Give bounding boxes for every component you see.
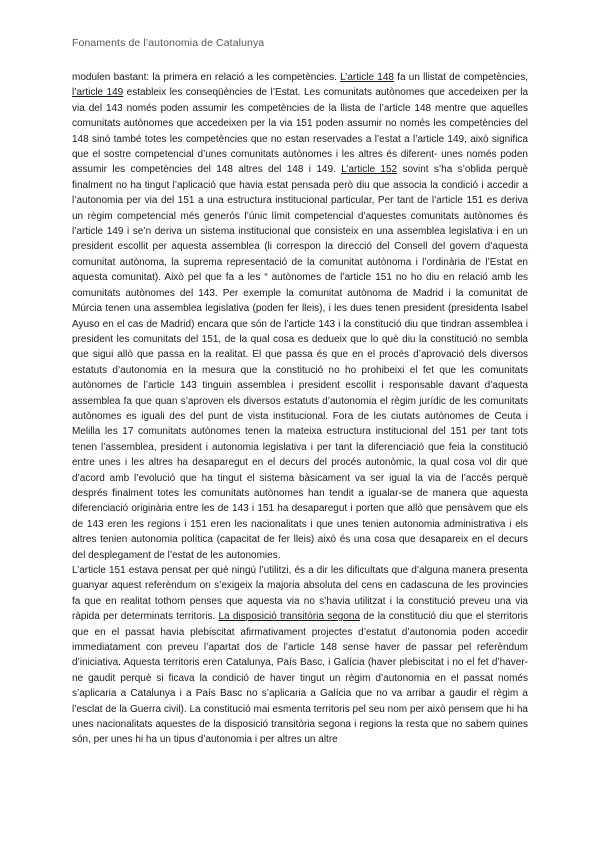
paragraph-2-text-1: L’article 151 estava pensat per què ningú l’utilitzi, és a dir les dificultats que d’alguna manera presenta guanyar aquest referèndum on s’exigeix la majoria absoluta del cens en cadascuna de les provincies fa que en realitat tothom penses que aquesta via no s’havia utilitzat i la constitució preveu una via ràpida per determinats territoris. <box>72 565 528 623</box>
body-text <box>72 70 528 748</box>
article-149-reference-link[interactable]: l’article 149 <box>72 87 124 99</box>
paragraph-1-text-3: estableix les conseqüències de l’Estat. Les comunitats autònomes que accedeixen per la via del 143 només poden assumir les competències de la llista de l’article 148 mentre que aquelles comunitats autònomes que accedeixen per la via 151 poden assumir no només les competències del 148 sinó també totes les competències que no estan reservades a l’estat a l’article 149, això significa que el sostre competencial d’unes comunitats autònomes i les altres és diferent- unes només poden assumir les competències del 148 altres del 148 i 149. <box>72 87 529 176</box>
disposicio-transitoria-segona-link[interactable]: La disposició transitòria segona <box>218 611 361 623</box>
paragraph-1 <box>72 70 528 563</box>
article-152-reference-link[interactable]: L’article 152 <box>341 164 398 176</box>
paragraph-1-text-1: modulen bastant: la primera en relació a les competències. <box>72 72 341 83</box>
paragraph-2-text-2: de la constitució diu que el sterritoris que en el passat havia plebiscitat afirmativament projectes d’estatut d’autonomia poden accedir immediatament con preveu l’apartat dos de l’article 148 sense haver de passar pel referèndum d’iniciativa. Aquesta territoris eren Catalunya, País Basc, i Galícia (haver plebiscitat i no el fet d’haver-ne gaudit perquè si ficava la condició de haver tingut un règim d’autonomia en el passat només s’aplicaria a Catalunya i a País Basc no s’aplicaria a Galícia que no va arribar a gaudir el règim a l’esclat de la Guerra civil). La constitució mai esmenta territoris pel seu nom per això pensem que hi ha unes nacionalitats aquestes de la disposició transitòria segona i regions la resta que no sabem quines són, per unes hi ha un tipus d’autonomia i per altres un altre <box>72 611 528 746</box>
paragraph-1-text-4: sovint s’ha s’oblida perquè finalment no ha tingut l’aplicació que havia estat pensada però diu que associa la condició i accedir a l’autonomia per via del 151 a una estructura institucional particular, Per tant de l’article 151 es deriva un règim competencial més generós l’únic límit competencial d’aquestes comunitats autònomes és l’article 149 i se’n deriva un sistema institucional que consisteix en una assemblea legislativa i en un president escollit per aquesta assemblea (li correspon la direcció del Consell del govern d’aquesta comunitat autònoma, la suprema representació de la comunitat autònoma i l’ordinària de l’Estat en aquesta comunitat). Això pel que fa a les “ autònomes de l’article 151 no ho diu en relació amb les comunitats autònomes del 143. Per exemple la comunitat autònoma de Madrid i la comunitat de Múrcia tenen una assemblea legislativa (poden fer lleis), i les dues tenen president (presidenta Isabel Ayuso en el cas de Madrid) encara que són de l’article 143 i la constitució diu que tindran assemblea i president les comunitats del 151, de la qual cosa es dedueix que lo què diu la constitució no sembla que sigui allò que passa en la realitat. El que passa és que en el procés d’aprovació dels diversos estatuts d’autonomia en la mesura que la constitució no ho prohibeixi el fet que les comunitats autònomes de l’article 143 tinguin assemblea i president escollit i responsable davant d’aquesta assemblea fa que quan s’aproven els diversos estatuts d’autonomia el règim jurídic de les comunitats autònomes es iguali des del punt de vista institucional. Fora de les ciutats autònomes de Ceuta i Melilla les 17 comunitats autònomes tenen la mateixa estructura institucional del 151 per tant tots tenen l’assemblea, president i autonomia legislativa i per tant la diferenciació que feia la constitució entre unes i les altres ha desaparegut en el decurs del procés autonòmic, la qual cosa vol dir que d’acord amb l’evolució que ha tingut el sistema bàsicament va ser igual la via de l’accés perquè després finalment totes les comunitats autònomes han tendit a igualar-se de manera que aquesta diferenciació originària entre les de 143 i 151 ha desaparegut i porten que allò que pensàvem que els de 143 eren les regions i 151 eren les nacionalitats i que unes tenien autonomia administrativa i els altres tenien autonomia política (capacitat de fer lleis) això és una cosa que desapareix en el decurs del desplegament de l’estat de les autonomies. <box>72 164 528 561</box>
running-header: Fonaments de l’autonomia de Catalunya <box>72 37 265 49</box>
paragraph-2 <box>72 563 528 748</box>
article-148-reference-link[interactable]: L’article 148 <box>340 72 394 83</box>
paragraph-1-text-2: fa un llistat de competències, <box>393 72 528 83</box>
